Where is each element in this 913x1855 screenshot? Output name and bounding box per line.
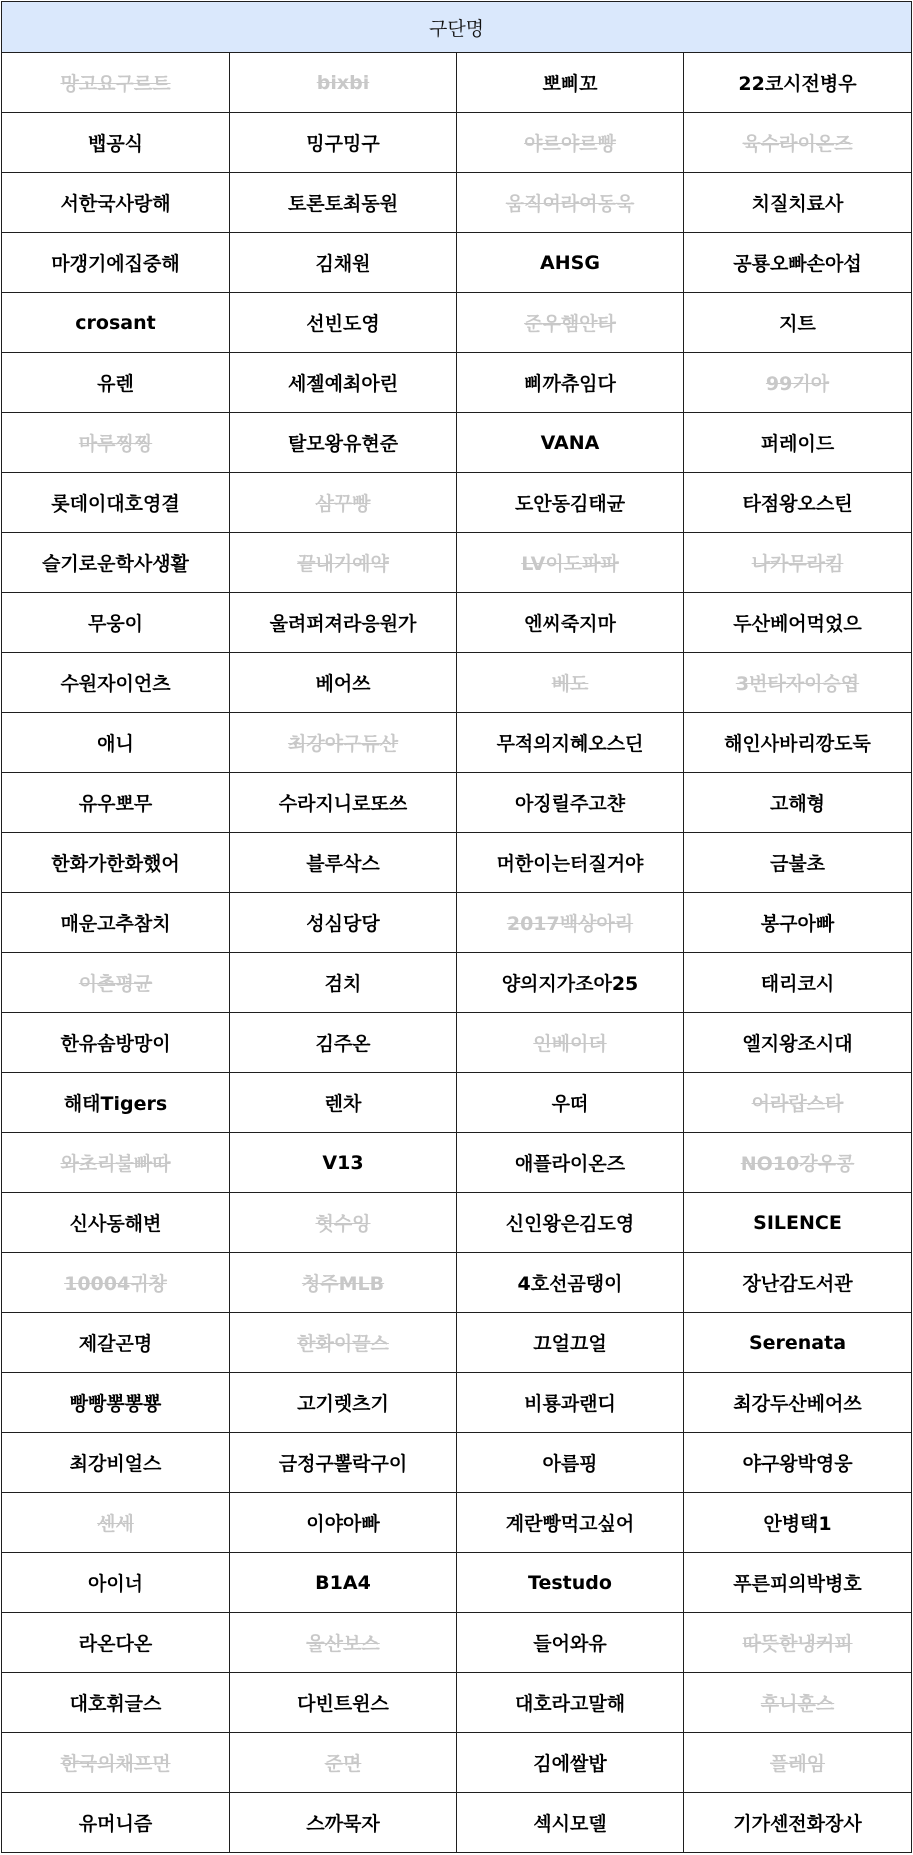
team-name-cell: 끄얼끄얼 [457, 1313, 684, 1373]
team-name-cell: 아이너 [2, 1553, 230, 1613]
team-name-cell: 뱁공식 [2, 113, 230, 173]
team-name-cell: 센세 [2, 1493, 230, 1553]
team-name-cell: 한화가한화했어 [2, 833, 230, 893]
team-name-cell: V13 [230, 1133, 457, 1193]
team-name-cell: Testudo [457, 1553, 684, 1613]
team-name-cell: 최강야구듀산 [230, 713, 457, 773]
team-name-cell: 헛수잉 [230, 1193, 457, 1253]
team-name-cell: LV이도파파 [457, 533, 684, 593]
table-row [2, 1733, 912, 1793]
team-name-cell: 무웅이 [2, 593, 230, 653]
team-name-cell: 인베이더 [457, 1013, 684, 1073]
team-name-cell: 한유솜방망이 [2, 1013, 230, 1073]
team-name-cell: 금정구뽈락구이 [230, 1433, 457, 1493]
table-row [2, 353, 912, 413]
team-name-table [1, 1, 912, 1853]
team-name-cell: 수라지니로또쓰 [230, 773, 457, 833]
table-row [2, 653, 912, 713]
team-name-cell: 성심당당 [230, 893, 457, 953]
team-name-cell: 엔씨죽지마 [457, 593, 684, 653]
table-row [2, 1073, 912, 1133]
team-name-cell: 후니훈스 [684, 1673, 912, 1733]
table-row [2, 1013, 912, 1073]
team-name-cell: 마루찡찡 [2, 413, 230, 473]
team-name-cell: 야구왕박영웅 [684, 1433, 912, 1493]
table-row [2, 473, 912, 533]
team-name-cell: 무적의지혜오스딘 [457, 713, 684, 773]
team-name-cell: 플레임 [684, 1733, 912, 1793]
team-name-cell: 애플라이온즈 [457, 1133, 684, 1193]
team-name-cell: 이야아빠 [230, 1493, 457, 1553]
team-name-cell: 세젤예최아린 [230, 353, 457, 413]
team-name-cell: 롯데이대호영결 [2, 473, 230, 533]
team-name-cell: 푸른피의박병호 [684, 1553, 912, 1613]
team-name-cell: B1A4 [230, 1553, 457, 1613]
table-header-title: 구단명 [2, 2, 912, 53]
team-name-cell: 이촌평균 [2, 953, 230, 1013]
team-name-cell: 서한국사랑해 [2, 173, 230, 233]
team-name-cell: 어라랍스타 [684, 1073, 912, 1133]
table-row [2, 1313, 912, 1373]
table-row [2, 1613, 912, 1673]
team-name-cell: 다빈트윈스 [230, 1673, 457, 1733]
team-name-cell: 섹시모델 [457, 1793, 684, 1853]
team-name-cell: 청주MLB [230, 1253, 457, 1313]
team-name-cell: 검치 [230, 953, 457, 1013]
team-name-cell: 빵빵뽕뽕뿅 [2, 1373, 230, 1433]
table-row [2, 1373, 912, 1433]
team-name-cell: 머한이는터질거야 [457, 833, 684, 893]
team-name-cell: 삐까츄임다 [457, 353, 684, 413]
team-name-cell: 울려퍼져라응원가 [230, 593, 457, 653]
table-row [2, 1193, 912, 1253]
team-name-cell: 삼꾸빵 [230, 473, 457, 533]
team-name-cell: 스까묵자 [230, 1793, 457, 1853]
table-row [2, 413, 912, 473]
table-row [2, 113, 912, 173]
table-row [2, 593, 912, 653]
team-name-cell: 대호휘글스 [2, 1673, 230, 1733]
team-name-cell: NO10강우콩 [684, 1133, 912, 1193]
team-name-cell: crosant [2, 293, 230, 353]
team-name-cell: 유우뽀무 [2, 773, 230, 833]
team-name-cell: 해인사바리깡도둑 [684, 713, 912, 773]
team-name-cell: 지트 [684, 293, 912, 353]
table-row [2, 533, 912, 593]
table-row [2, 953, 912, 1013]
team-name-cell: 고해형 [684, 773, 912, 833]
team-name-cell: VANA [457, 413, 684, 473]
team-name-cell: 최강비얼스 [2, 1433, 230, 1493]
table-row [2, 53, 912, 113]
team-name-cell: 유머니즘 [2, 1793, 230, 1853]
team-name-cell: 태리코시 [684, 953, 912, 1013]
team-name-cell: 장난감도서관 [684, 1253, 912, 1313]
team-name-cell: 뽀삐꼬 [457, 53, 684, 113]
team-name-cell: 타점왕오스틴 [684, 473, 912, 533]
table-row [2, 293, 912, 353]
table-row [2, 833, 912, 893]
team-name-cell: 육수라이온즈 [684, 113, 912, 173]
team-name-cell: 엘지왕조시대 [684, 1013, 912, 1073]
table-row [2, 893, 912, 953]
team-name-cell: 4호선곰탱이 [457, 1253, 684, 1313]
table-row [2, 773, 912, 833]
team-name-cell: AHSG [457, 233, 684, 293]
team-name-cell: 탈모왕유현준 [230, 413, 457, 473]
team-name-cell: 김주온 [230, 1013, 457, 1073]
team-name-cell: 2017백상아리 [457, 893, 684, 953]
team-name-cell: 따뜻한냉커피 [684, 1613, 912, 1673]
table-header-row [2, 2, 912, 53]
table-row [2, 233, 912, 293]
team-name-cell: 우떠 [457, 1073, 684, 1133]
team-name-cell: 준면 [230, 1733, 457, 1793]
table-row [2, 1673, 912, 1733]
team-name-cell: 아름핑 [457, 1433, 684, 1493]
team-name-cell: 대호라고말해 [457, 1673, 684, 1733]
team-name-cell: 해태Tigers [2, 1073, 230, 1133]
table-row [2, 713, 912, 773]
team-name-cell: 99기아 [684, 353, 912, 413]
team-name-cell: 마갱기에집중해 [2, 233, 230, 293]
team-name-cell: 최강두산베어쓰 [684, 1373, 912, 1433]
team-name-cell: 공룡오빠손아섭 [684, 233, 912, 293]
team-name-cell: bixbi [230, 53, 457, 113]
team-name-cell: 유렌 [2, 353, 230, 413]
team-name-cell: 안병택1 [684, 1493, 912, 1553]
team-name-cell: 선빈도영 [230, 293, 457, 353]
team-name-cell: 봉구아빠 [684, 893, 912, 953]
team-name-cell: 렌차 [230, 1073, 457, 1133]
team-name-cell: Serenata [684, 1313, 912, 1373]
team-name-cell: 비룡과랜디 [457, 1373, 684, 1433]
team-name-cell: 신사동해변 [2, 1193, 230, 1253]
table-row [2, 1793, 912, 1853]
team-name-cell: 22코시전병우 [684, 53, 912, 113]
table-row [2, 1253, 912, 1313]
team-name-cell: 슬기로운학사생활 [2, 533, 230, 593]
team-name-cell: 도안동김태균 [457, 473, 684, 533]
team-name-cell: 치질치료사 [684, 173, 912, 233]
team-name-cell: 애니 [2, 713, 230, 773]
team-name-cell: 수원자이언츠 [2, 653, 230, 713]
team-name-cell: 라온다온 [2, 1613, 230, 1673]
table-row [2, 1553, 912, 1613]
team-name-cell: 신인왕은김도영 [457, 1193, 684, 1253]
team-name-cell: 토론토최동원 [230, 173, 457, 233]
team-name-cell: 들어와유 [457, 1613, 684, 1673]
table-row [2, 1493, 912, 1553]
team-name-cell: 밍구밍구 [230, 113, 457, 173]
team-name-cell: 3번타자이승엽 [684, 653, 912, 713]
team-name-cell: 고기렛츠기 [230, 1373, 457, 1433]
team-name-cell: 울산보스 [230, 1613, 457, 1673]
team-name-cell: 한국의채프먼 [2, 1733, 230, 1793]
team-name-cell: 10004귀창 [2, 1253, 230, 1313]
team-name-cell: 두산베어먹었으 [684, 593, 912, 653]
team-name-cell: 기가센전화장사 [684, 1793, 912, 1853]
team-name-cell: 준우햄안타 [457, 293, 684, 353]
team-name-cell: 양의지가조아25 [457, 953, 684, 1013]
team-name-cell: 나카무라킴 [684, 533, 912, 593]
team-name-cell: 금불초 [684, 833, 912, 893]
team-name-cell: 블루삭스 [230, 833, 457, 893]
team-name-cell: 베도 [457, 653, 684, 713]
team-name-cell: 와초리불빠따 [2, 1133, 230, 1193]
table-body [2, 53, 912, 1853]
team-name-cell: 망고요구르트 [2, 53, 230, 113]
team-name-cell: 아징릴주고챤 [457, 773, 684, 833]
table-row [2, 1433, 912, 1493]
team-name-cell: SILENCE [684, 1193, 912, 1253]
team-name-cell: 끝내기예약 [230, 533, 457, 593]
team-name-cell: 퍼레이드 [684, 413, 912, 473]
team-name-cell: 한화이끌스 [230, 1313, 457, 1373]
team-name-cell: 매운고추참치 [2, 893, 230, 953]
team-name-cell: 제갈곤명 [2, 1313, 230, 1373]
team-name-cell: 계란빵먹고싶어 [457, 1493, 684, 1553]
team-name-cell: 베어쓰 [230, 653, 457, 713]
team-name-cell: 김에쌀밥 [457, 1733, 684, 1793]
team-name-cell: 김채원 [230, 233, 457, 293]
team-name-cell: 야르야르빵 [457, 113, 684, 173]
table-row [2, 1133, 912, 1193]
table-row [2, 173, 912, 233]
team-name-cell: 움직여라여동욱 [457, 173, 684, 233]
